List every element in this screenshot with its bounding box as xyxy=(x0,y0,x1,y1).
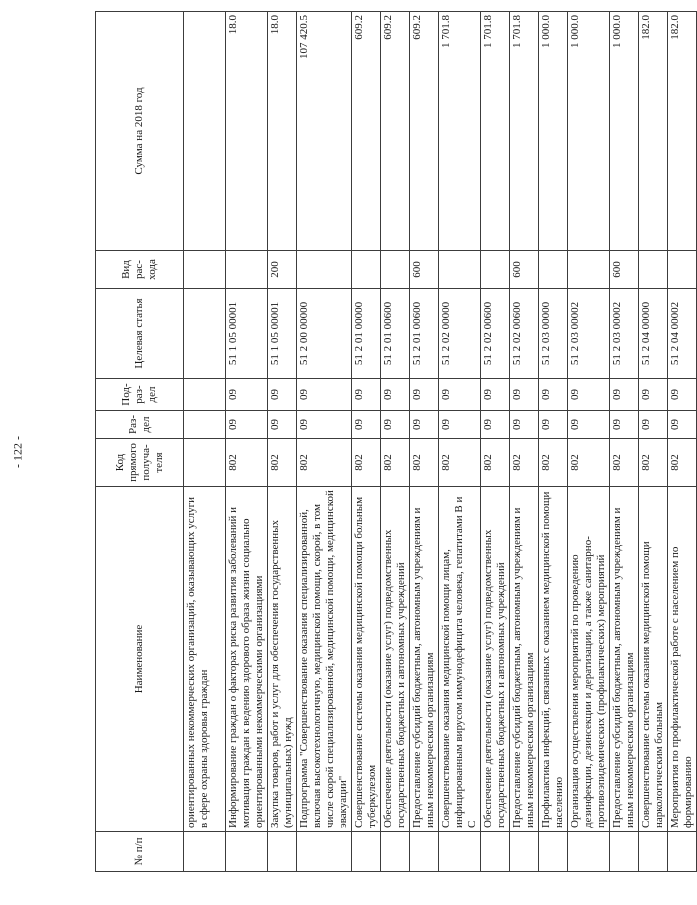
cell-podrazdel: 09 xyxy=(226,379,268,411)
cell-name: Организация осуществления мероприятий по проведению дезинфекции, дезинсекции и дератизации, а также санитарно-противоэпидемических (профилактических) мероприятий xyxy=(568,487,610,832)
cell-target: 51 1 05 00001 xyxy=(226,289,268,379)
cell-name: Профилактика инфекций, связанных с оказанием медицинской помощи населению xyxy=(539,487,568,832)
cell-sum: 1 701.8 xyxy=(439,12,481,251)
table-row xyxy=(381,12,410,872)
cell-sum: 182.0 xyxy=(668,12,697,251)
cell-vid xyxy=(184,251,226,289)
cell-podrazdel: 09 xyxy=(610,379,639,411)
cell-target: 51 2 04 00002 xyxy=(668,289,697,379)
table-row xyxy=(568,12,610,872)
cell-sum xyxy=(184,12,226,251)
cell-razdel: 09 xyxy=(539,411,568,439)
table-row xyxy=(539,12,568,872)
table-body xyxy=(184,12,697,872)
cell-razdel: 09 xyxy=(568,411,610,439)
cell-code: 802 xyxy=(481,439,510,487)
cell-code: 802 xyxy=(639,439,668,487)
cell-sum: 18.0 xyxy=(268,12,297,251)
header-name: Наименование xyxy=(96,487,184,832)
table-row xyxy=(668,12,697,872)
header-sum: Сумма на 2018 год xyxy=(96,12,184,251)
cell-target: 51 2 03 00002 xyxy=(568,289,610,379)
cell-target: 51 2 03 00002 xyxy=(610,289,639,379)
cell-code: 802 xyxy=(539,439,568,487)
cell-sum: 609.2 xyxy=(410,12,439,251)
cell-sum: 1 000.0 xyxy=(539,12,568,251)
cell-num xyxy=(510,832,539,872)
table-row xyxy=(481,12,510,872)
cell-razdel: 09 xyxy=(639,411,668,439)
budget-table-page xyxy=(95,12,694,872)
cell-target: 51 2 01 00600 xyxy=(381,289,410,379)
cell-code: 802 xyxy=(410,439,439,487)
cell-name: Информирование граждан о факторах риска развития заболеваний и мотивация граждан к ведению здорового образа жизни социально ориентированными некоммерческими организациями xyxy=(226,487,268,832)
cell-sum: 18.0 xyxy=(226,12,268,251)
cell-razdel: 09 xyxy=(668,411,697,439)
cell-podrazdel: 09 xyxy=(510,379,539,411)
cell-razdel: 09 xyxy=(297,411,352,439)
cell-vid xyxy=(439,251,481,289)
cell-vid xyxy=(481,251,510,289)
cell-num xyxy=(410,832,439,872)
cell-sum: 107 420.5 xyxy=(297,12,352,251)
cell-podrazdel: 09 xyxy=(639,379,668,411)
cell-name: Предоставление субсидий бюджетным, автономным учреждениям и иным некоммерческим организациям xyxy=(410,487,439,832)
cell-podrazdel: 09 xyxy=(352,379,381,411)
cell-num xyxy=(352,832,381,872)
cell-num xyxy=(439,832,481,872)
cell-target: 51 2 01 00600 xyxy=(410,289,439,379)
header-code: Код прямого получа-теля xyxy=(96,439,184,487)
table-row xyxy=(268,12,297,872)
cell-code: 802 xyxy=(268,439,297,487)
cell-name: Предоставление субсидий бюджетным, автономным учреждениям и иным некоммерческим организациям xyxy=(510,487,539,832)
cell-code: 802 xyxy=(610,439,639,487)
cell-sum: 609.2 xyxy=(352,12,381,251)
cell-razdel: 09 xyxy=(226,411,268,439)
cell-vid: 600 xyxy=(410,251,439,289)
cell-vid xyxy=(539,251,568,289)
table-row xyxy=(184,12,226,872)
cell-code xyxy=(184,439,226,487)
cell-podrazdel: 09 xyxy=(410,379,439,411)
cell-target: 51 2 04 00000 xyxy=(639,289,668,379)
cell-podrazdel: 09 xyxy=(568,379,610,411)
cell-num xyxy=(481,832,510,872)
cell-sum: 1 701.8 xyxy=(481,12,510,251)
cell-vid xyxy=(639,251,668,289)
cell-code: 802 xyxy=(381,439,410,487)
cell-num xyxy=(568,832,610,872)
cell-sum: 1 701.8 xyxy=(510,12,539,251)
table-row xyxy=(639,12,668,872)
cell-razdel xyxy=(184,411,226,439)
cell-vid xyxy=(352,251,381,289)
table-row xyxy=(352,12,381,872)
cell-name: Закупка товаров, работ и услуг для обеспечения государственных (муниципальных) нужд xyxy=(268,487,297,832)
cell-razdel: 09 xyxy=(381,411,410,439)
header-podrazdel: Под-раз-дел xyxy=(96,379,184,411)
cell-target: 51 2 02 00600 xyxy=(510,289,539,379)
cell-vid xyxy=(381,251,410,289)
cell-target: 51 2 02 00600 xyxy=(481,289,510,379)
cell-vid xyxy=(568,251,610,289)
table-row xyxy=(439,12,481,872)
cell-razdel: 09 xyxy=(439,411,481,439)
cell-vid: 600 xyxy=(510,251,539,289)
cell-podrazdel: 09 xyxy=(539,379,568,411)
cell-podrazdel: 09 xyxy=(439,379,481,411)
cell-target: 51 2 03 00000 xyxy=(539,289,568,379)
cell-podrazdel: 09 xyxy=(268,379,297,411)
cell-target: 51 1 05 00001 xyxy=(268,289,297,379)
cell-sum: 609.2 xyxy=(381,12,410,251)
cell-name: Мероприятия по профилактической работе с населением по формированию xyxy=(668,487,697,832)
cell-podrazdel xyxy=(184,379,226,411)
cell-num xyxy=(226,832,268,872)
cell-target: 51 2 01 00000 xyxy=(352,289,381,379)
header-target: Целевая статья xyxy=(96,289,184,379)
cell-num xyxy=(268,832,297,872)
header-razdel: Раз-дел xyxy=(96,411,184,439)
cell-sum: 1 000.0 xyxy=(568,12,610,251)
cell-target: 51 2 02 00000 xyxy=(439,289,481,379)
cell-num xyxy=(668,832,697,872)
table-row xyxy=(410,12,439,872)
cell-razdel: 09 xyxy=(510,411,539,439)
cell-num xyxy=(184,832,226,872)
cell-name: Подпрограмма "Совершенствование оказания специализированной, включая высокотехнологичную, медицинской помощи, скорой, в том числе скорой специализированной, медицинской помощи, медицинской эвакуации" xyxy=(297,487,352,832)
table-row xyxy=(226,12,268,872)
cell-code: 802 xyxy=(510,439,539,487)
cell-vid xyxy=(668,251,697,289)
cell-podrazdel: 09 xyxy=(381,379,410,411)
cell-num xyxy=(639,832,668,872)
cell-code: 802 xyxy=(568,439,610,487)
cell-code: 802 xyxy=(352,439,381,487)
cell-sum: 1 000.0 xyxy=(610,12,639,251)
cell-sum: 182.0 xyxy=(639,12,668,251)
cell-name: Совершенствование оказания медицинской помощи лицам, инфицированным вирусом иммунодефицита человека, гепатитами В и С xyxy=(439,487,481,832)
cell-target xyxy=(184,289,226,379)
cell-name: ориентированных некоммерческих организаций, оказывающих услуги в сфере охраны здоровья граждан xyxy=(184,487,226,832)
cell-code: 802 xyxy=(439,439,481,487)
cell-vid: 600 xyxy=(610,251,639,289)
table-row xyxy=(510,12,539,872)
table-header xyxy=(96,12,184,872)
table-row xyxy=(297,12,352,872)
cell-code: 802 xyxy=(226,439,268,487)
cell-razdel: 09 xyxy=(481,411,510,439)
header-vid: Вид рас-хода xyxy=(96,251,184,289)
cell-razdel: 09 xyxy=(610,411,639,439)
header-num: № п/п xyxy=(96,832,184,872)
cell-num xyxy=(610,832,639,872)
cell-num xyxy=(297,832,352,872)
cell-podrazdel: 09 xyxy=(297,379,352,411)
cell-code: 802 xyxy=(297,439,352,487)
cell-name: Обеспечение деятельности (оказание услуг) подведомственных государственных бюджетных и автономных учреждений xyxy=(481,487,510,832)
cell-name: Предоставление субсидий бюджетным, автономным учреждениям и иным некоммерческим организациям xyxy=(610,487,639,832)
cell-razdel: 09 xyxy=(268,411,297,439)
cell-razdel: 09 xyxy=(352,411,381,439)
cell-podrazdel: 09 xyxy=(668,379,697,411)
page-number: - 122 - xyxy=(10,436,25,468)
cell-vid xyxy=(297,251,352,289)
cell-name: Совершенствование системы оказания медицинской помощи наркологическим больным xyxy=(639,487,668,832)
cell-podrazdel: 09 xyxy=(481,379,510,411)
cell-code: 802 xyxy=(668,439,697,487)
cell-num xyxy=(381,832,410,872)
cell-vid: 200 xyxy=(268,251,297,289)
budget-table xyxy=(95,11,697,872)
cell-razdel: 09 xyxy=(410,411,439,439)
cell-target: 51 2 00 00000 xyxy=(297,289,352,379)
cell-vid xyxy=(226,251,268,289)
cell-name: Обеспечение деятельности (оказание услуг) подведомственных государственных бюджетных и автономных учреждений xyxy=(381,487,410,832)
cell-num xyxy=(539,832,568,872)
table-row xyxy=(610,12,639,872)
cell-name: Совершенствование системы оказания медицинской помощи больным туберкулезом xyxy=(352,487,381,832)
